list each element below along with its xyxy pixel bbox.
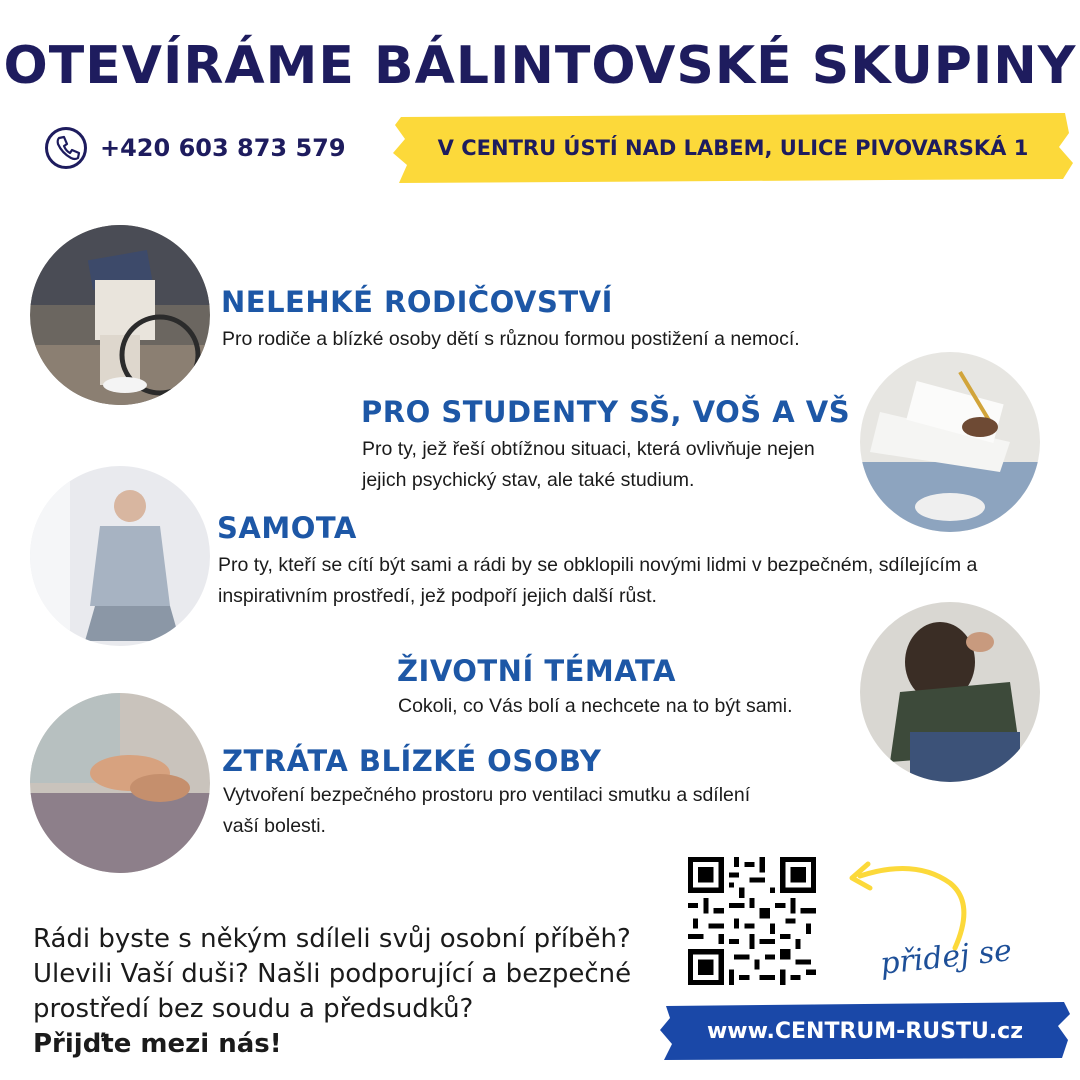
section-title-life-topics: ŽIVOTNÍ TÉMATA	[397, 654, 676, 688]
photo-wheelchair	[30, 225, 210, 405]
section-desc-loneliness: Pro ty, kteří se cítí být sami a rádi by se obklopili novými lidmi v bezpečném, sdílejícím a inspirativním prostředí, jež podpoří jejich další růst.	[218, 554, 978, 607]
photo-loneliness	[30, 466, 210, 646]
website-link[interactable]: www.CENTRUM-RUSTU.cz	[706, 1018, 1024, 1044]
section-desc-life-topics: Cokoli, co Vás bolí a nechcete na to být sami.	[398, 695, 793, 717]
section-desc-loss: Vytvoření bezpečného prostoru pro ventilaci smutku a sdílení vaší bolesti.	[223, 784, 751, 837]
phone-contact[interactable]	[44, 126, 346, 170]
join-text: přidej se	[878, 933, 1014, 982]
section-title-students: PRO STUDENTY SŠ, VOŠ A VŠ	[361, 395, 851, 429]
page-title: OTEVÍRÁME BÁLINTOVSKÉ SKUPINY	[3, 36, 1077, 96]
call-to-action: Přijďte mezi nás!	[33, 1029, 282, 1059]
photo-student	[860, 352, 1040, 532]
section-title-loneliness: SAMOTA	[217, 511, 357, 545]
website-banner[interactable]	[660, 1000, 1070, 1062]
section-desc-parenthood: Pro rodiče a blízké osoby dětí s různou formou postižení a nemocí.	[222, 328, 800, 350]
address-text: V CENTRU ÚSTÍ NAD LABEM, ULICE PIVOVARSKÁ 1	[437, 136, 1029, 160]
photo-loss	[30, 693, 210, 873]
invitation-text	[33, 922, 673, 1062]
phone-icon	[44, 126, 88, 170]
section-title-parenthood: NELEHKÉ RODIČOVSTVÍ	[221, 285, 613, 319]
address-banner	[393, 113, 1073, 183]
section-title-loss: ZTRÁTA BLÍZKÉ OSOBY	[222, 744, 602, 778]
photo-life-topics	[860, 602, 1040, 782]
qr-code[interactable]	[688, 857, 816, 985]
invitation-question: Rádi byste s někým sdíleli svůj osobní příběh? Ulevili Vaší duši? Našli podporující a bezpečné prostředí bez soudu a předsudků?	[33, 924, 632, 1024]
section-desc-students: Pro ty, jež řeší obtížnou situaci, která ovlivňuje nejen jejich psychický stav, ale také studium.	[362, 438, 815, 491]
phone-number: +420 603 873 579	[100, 134, 346, 162]
